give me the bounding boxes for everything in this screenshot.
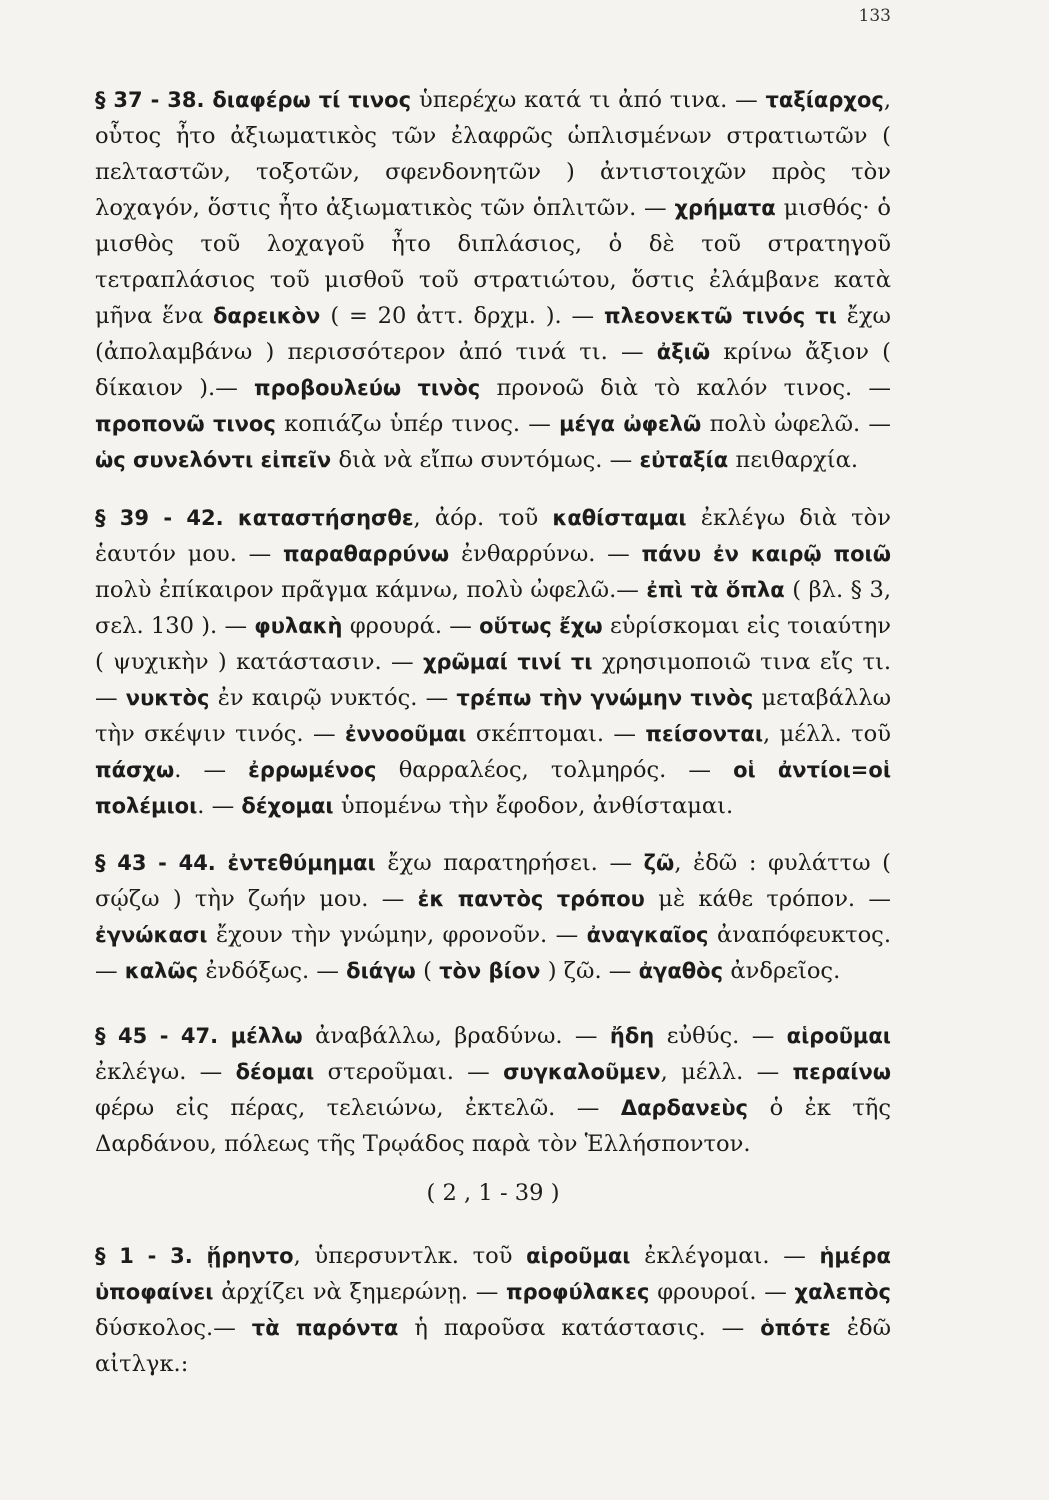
term: ἀναγκαῖος xyxy=(586,923,717,947)
term: ἡμέρα ὑποφαίνει xyxy=(95,1244,891,1304)
term: οὕτως ἔχω xyxy=(479,614,611,638)
gloss-text: χρησιμοποιῶ τινα εἴς τι. — xyxy=(95,649,891,711)
gloss-text: , μέλλ. — xyxy=(660,1059,793,1085)
gloss-text: . — xyxy=(197,793,242,819)
gloss-text: μὲ κάθε τρόπον. — xyxy=(658,886,892,912)
term: § 37 - 38. xyxy=(95,88,213,112)
gloss-text: , ἀόρ. τοῦ xyxy=(413,505,553,531)
term: αἱροῦμαι xyxy=(786,1024,891,1048)
term: § 45 - 47. xyxy=(95,1024,231,1048)
term: συγκαλοῦμεν xyxy=(503,1060,661,1084)
gloss-text: ἔχουν τὴν γνώμην, φρονοῦν. — xyxy=(215,922,587,948)
term: § 43 - 44. xyxy=(95,851,228,875)
term: προβουλεύω τινὸς xyxy=(254,376,497,400)
gloss-text: , μέλλ. τοῦ xyxy=(763,721,892,747)
term: νυκτὸς xyxy=(125,686,218,710)
gloss-text: εὑρίσκομαι εἰς τοιαύτην ( ψυχικὴν ) κατάστασιν. — xyxy=(95,613,891,675)
gloss-text: μεταβάλλω τὴν σκέψιν τινός. — xyxy=(95,685,892,747)
section-heading: ( 2 , 1 - 39 ) xyxy=(426,1180,560,1206)
gloss-text: ὑπομένω τὴν ἔφοδον, ἀνθίσταμαι. xyxy=(340,793,734,819)
gloss-text: ἐδῶ αἰτλγκ.: xyxy=(95,1315,891,1377)
term: εὐταξία xyxy=(639,448,736,472)
term: ἐρρωμένος xyxy=(248,758,399,782)
term: § 1 - 3. xyxy=(95,1244,207,1268)
term: δέχομαι xyxy=(241,794,341,818)
gloss-text: . — xyxy=(174,757,249,783)
gloss-text: θαρραλέος, τολμηρός. — xyxy=(398,757,734,783)
term: χρῶμαί τινί τι xyxy=(422,650,602,674)
term: πάνυ ἐν καιρῷ ποιῶ xyxy=(641,542,891,566)
gloss-text: ) ζῶ. — xyxy=(547,958,639,984)
term: προπονῶ τινος xyxy=(95,412,285,436)
term: δαρεικὸν xyxy=(212,304,331,328)
gloss-text: διὰ νὰ εἴπω συντόμως. — xyxy=(338,447,640,473)
gloss-text: , ὑπερσυντλκ. τοῦ xyxy=(293,1243,527,1269)
gloss-text: δύσκολος.— xyxy=(95,1315,252,1341)
gloss-text: ἡ παροῦσα κατάστασις. — xyxy=(414,1315,761,1341)
term: τὸν βίον xyxy=(439,959,548,983)
paragraph-39-42 xyxy=(95,500,891,824)
term: ταξίαρχος xyxy=(765,88,884,112)
gloss-text: ἀνδρεῖος. xyxy=(730,958,841,984)
gloss-text: μισθός· ὁ μισθὸς τοῦ λοχαγοῦ ἦτο διπλάσιος, ὁ δὲ τοῦ στρατηγοῦ τετραπλάσιος τοῦ μισθοῦ τοῦ στρατιώτου, ὅστις ἐλάμβανε κατὰ μῆνα ἕνα xyxy=(95,195,891,329)
gloss-text: κρίνω ἄξιον ( δίκαιον ).— xyxy=(95,339,891,401)
term: καταστήσησθε xyxy=(237,506,414,530)
term: διάγω xyxy=(346,959,424,983)
term: δέομαι xyxy=(235,1060,328,1084)
gloss-text: ( = 20 ἀττ. δρχμ. ). — xyxy=(330,303,604,329)
term: ἐντεθύμημαι xyxy=(227,851,388,875)
gloss-text: φέρω εἰς πέρας, τελειώνω, ἐκτελῶ. — xyxy=(95,1095,621,1121)
term: § 39 - 42. xyxy=(95,506,238,530)
term: ἤδη xyxy=(609,1024,667,1048)
term: ὡς συνελόντι εἰπεῖν xyxy=(95,448,339,472)
gloss-text: , οὗτος ἦτο ἀξιωματικὸς τῶν ἐλαφρῶς ὡπλισμένων στρατιωτῶν ( πελταστῶν, τοξοτῶν, σφενδονητῶν ) ἀντιστοιχῶν πρὸς τὸν λοχαγόν, ὅστις ἦτο ἀξιωματικὸς τῶν ὁπλιτῶν. — xyxy=(95,87,892,221)
gloss-text: ἐκλέγω. — xyxy=(95,1059,236,1085)
paragraph-37-38 xyxy=(95,82,891,478)
gloss-text: , ἐδῶ : φυλάττω ( σῴζω ) τὴν ζωήν μου. — xyxy=(95,850,891,912)
gloss-text: ἐν καιρῷ νυκτός. — xyxy=(217,685,457,711)
term: ζῶ xyxy=(643,851,675,875)
term: μέγα ὠφελῶ xyxy=(559,412,710,436)
term: ἐγνώκασι xyxy=(95,923,216,947)
term: καλῶς xyxy=(124,959,206,983)
term: αἱροῦμαι xyxy=(526,1244,645,1268)
term: ἐκ παντὸς τρόπου xyxy=(417,887,659,911)
term: χαλεπὸς xyxy=(794,1280,891,1304)
gloss-text: ἔχω (ἀπολαμβάνω ) περισσότερον ἀπό τινά τι. — xyxy=(95,303,891,365)
term: χρήματα xyxy=(674,196,784,220)
term: καθίσταμαι xyxy=(552,506,701,530)
gloss-text: σκέπτομαι. — xyxy=(475,721,646,747)
gloss-text: φρουροί. — xyxy=(657,1279,795,1305)
gloss-text: ἐκλέγομαι. — xyxy=(644,1243,820,1269)
paragraph-45-47 xyxy=(95,1018,891,1162)
gloss-text: ἀναπόφευκτος. — xyxy=(95,922,892,984)
gloss-text: ἐνθαρρύνω. — xyxy=(461,541,642,567)
term: παραθαρρύνω xyxy=(283,542,462,566)
term: οἱ ἀντίοι=οἱ πολέμιοι xyxy=(95,758,892,818)
paragraph-1-3 xyxy=(95,1238,891,1382)
gloss-text: ( xyxy=(423,958,440,984)
term: Δαρδανεὺς xyxy=(620,1096,770,1120)
gloss-text: ἔχω παρατηρήσει. — xyxy=(387,850,644,876)
term: διαφέρω τί τινος xyxy=(212,88,419,112)
gloss-text: πειθαρχία. xyxy=(735,447,859,473)
term: ᾕρηντο xyxy=(206,1244,294,1268)
term: πάσχω xyxy=(95,758,175,782)
gloss-text: ἐκλέγω διὰ τὸν ἑαυτόν μου. — xyxy=(95,505,892,567)
gloss-text: εὐθύς. — xyxy=(666,1023,787,1049)
gloss-text: ἐνδόξως. — xyxy=(205,958,347,984)
term: πλεονεκτῶ τινός τι xyxy=(603,304,847,328)
term: ὁπότε xyxy=(760,1316,847,1340)
gloss-text: ἀναβάλλω, βραδύνω. — xyxy=(315,1023,610,1049)
paragraph-43-44 xyxy=(95,845,891,989)
term: ἐννοοῦμαι xyxy=(344,722,476,746)
term: πείσονται xyxy=(645,722,764,746)
gloss-text: πολὺ ἐπίκαιρον πρᾶγμα κάμνω, πολὺ ὠφελῶ.— xyxy=(95,577,647,603)
term: περαίνω xyxy=(792,1060,892,1084)
term: τὰ παρόντα xyxy=(251,1316,415,1340)
term: προφύλακες xyxy=(505,1280,658,1304)
gloss-text: ὁ ἐκ τῆς Δαρδάνου, πόλεως τῆς Τρῳάδος παρὰ τὸν Ἑλλήσποντον. xyxy=(95,1095,891,1157)
gloss-text: πολὺ ὠφελῶ. — xyxy=(709,411,891,437)
gloss-text: προνοῶ διὰ τὸ καλόν τινος. — xyxy=(496,375,891,401)
gloss-text: φρουρά. — xyxy=(349,613,480,639)
gloss-text: ἀρχίζει νὰ ξημερώνῃ. — xyxy=(221,1279,506,1305)
term: ἀξιῶ xyxy=(656,340,724,364)
gloss-text: κοπιάζω ὑπέρ τινος. — xyxy=(284,411,560,437)
page-number: 133 xyxy=(858,6,891,26)
term: μέλλω xyxy=(230,1024,316,1048)
gloss-text: ὑπερέχω κατά τι ἀπό τινα. — xyxy=(418,87,766,113)
gloss-text: στεροῦμαι. — xyxy=(327,1059,504,1085)
gloss-text: ( βλ. § 3, σελ. 130 ). — xyxy=(95,577,892,639)
term: ἀγαθὸς xyxy=(638,959,731,983)
term: ἐπὶ τὰ ὅπλα xyxy=(646,578,793,602)
term: φυλακὴ xyxy=(254,614,350,638)
term: τρέπω τὴν γνώμην τινὸς xyxy=(456,686,762,710)
